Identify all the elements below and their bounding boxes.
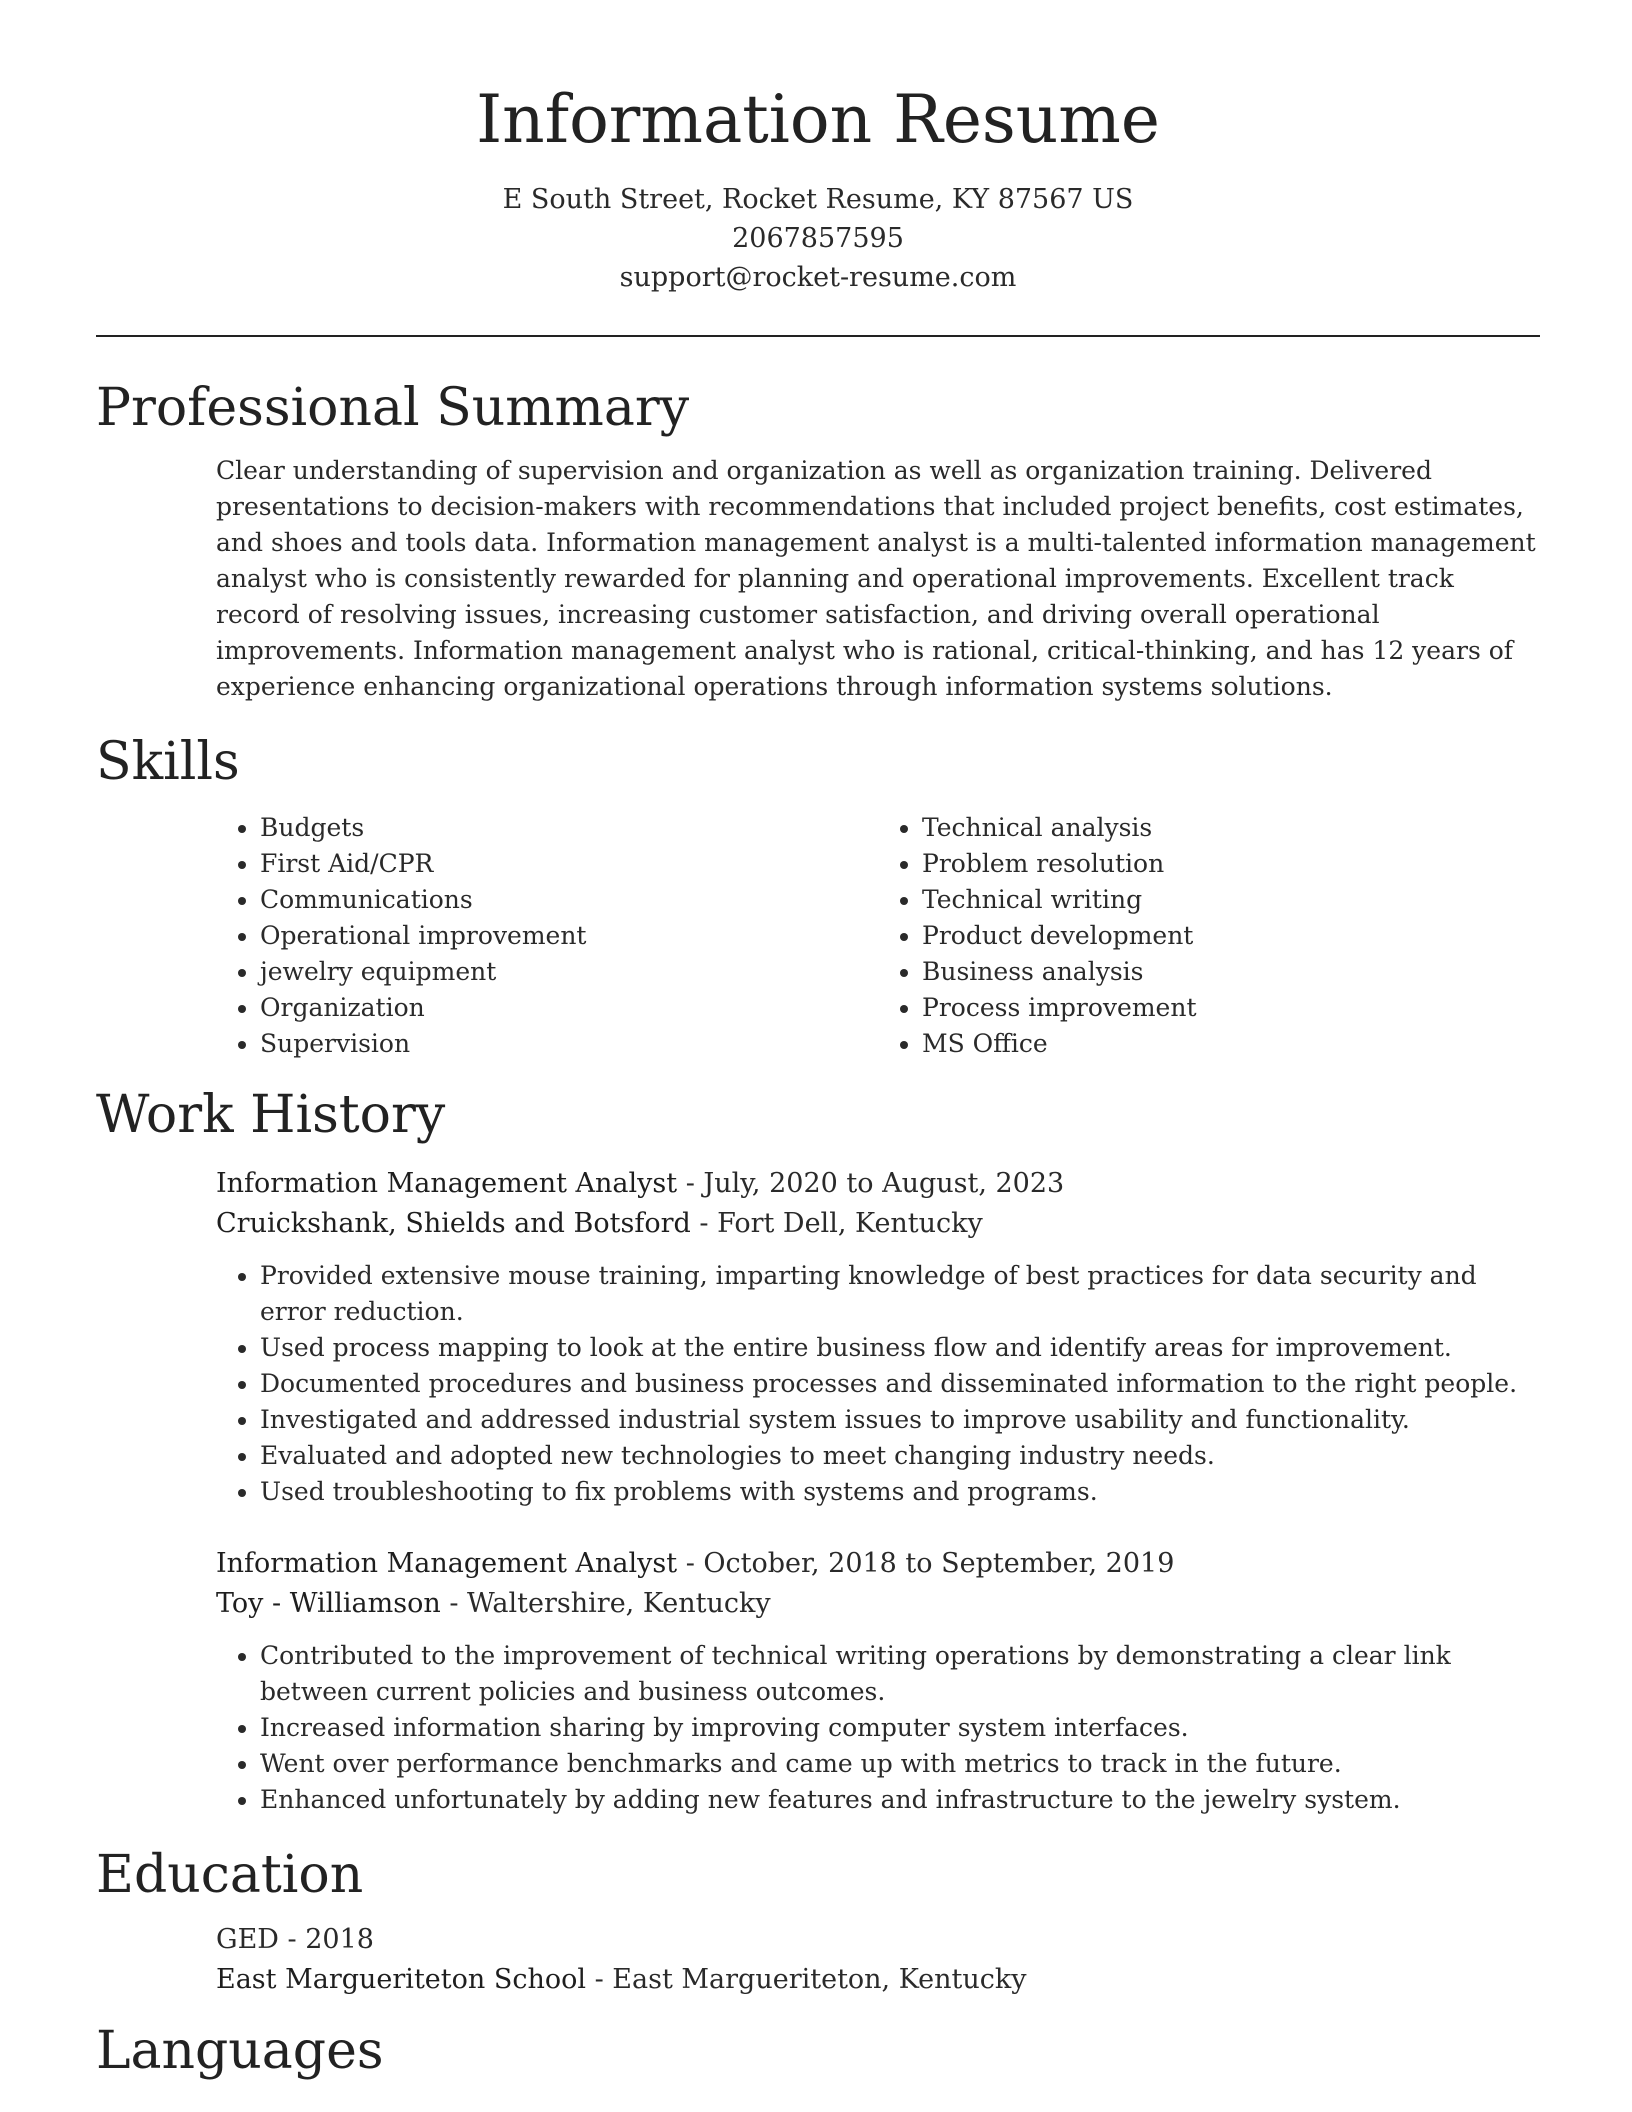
job-bullet: • Provided extensive mouse training, imparting knowledge of best practices for data security and error reduction.: [260, 1258, 1540, 1330]
skill-item: • Product development: [922, 918, 1540, 954]
education-entry: [96, 1920, 1540, 2000]
job-entry: [96, 1164, 1540, 1510]
skills-grid: [216, 810, 1540, 1062]
education-year: 2018: [305, 1924, 374, 1956]
education-section: [96, 1844, 1540, 2000]
separator: -: [278, 1924, 306, 1956]
job-bullet: • Used process mapping to look at the entire business flow and identify areas for improvement.: [260, 1330, 1540, 1366]
skill-item: • Problem resolution: [922, 846, 1540, 882]
section-title-languages: Languages: [96, 2021, 384, 2082]
separator: -: [440, 1588, 468, 1620]
job-entry: [96, 1544, 1540, 1818]
resume-name: Information Resume: [476, 81, 1160, 158]
languages-section: [96, 2020, 1540, 2082]
header-divider: [96, 335, 1540, 337]
job-position: Information Management Analyst: [216, 1168, 678, 1200]
work-history-section: [96, 1084, 1540, 1818]
skills-column-right: [878, 810, 1540, 1062]
skill-item: • Communications: [260, 882, 878, 918]
separator: -: [690, 1208, 718, 1240]
skill-item: • Process improvement: [922, 990, 1540, 1026]
separator: -: [677, 1168, 704, 1200]
resume-page: [96, 0, 1540, 2083]
job-dates: October, 2018 to September, 2019: [703, 1548, 1175, 1580]
skill-item: • jewelry equipment: [260, 954, 878, 990]
contact-email: support@rocket-resume.com: [619, 261, 1017, 293]
skill-item: • Supervision: [260, 1026, 878, 1062]
section-title-education: Education: [96, 1845, 364, 1906]
section-title-work-history: Work History: [96, 1084, 446, 1145]
contact-phone: 2067857595: [732, 222, 904, 254]
professional-summary-section: [96, 377, 1540, 705]
contact-address: E South Street, Rocket Resume, KY 87567 US: [502, 183, 1134, 215]
job-title-line: [216, 1164, 1540, 1204]
job-bullet: • Enhanced unfortunately by adding new features and infrastructure to the jewelry system.: [260, 1782, 1540, 1818]
job-bullet: • Increased information sharing by improving computer system interfaces.: [260, 1710, 1540, 1746]
job-location: Fort Dell, Kentucky: [717, 1208, 983, 1240]
skill-item: • Operational improvement: [260, 918, 878, 954]
education-school: East Margueriteton School: [216, 1964, 586, 1996]
job-dates: July, 2020 to August, 2023: [703, 1168, 1065, 1200]
skill-item: • Technical analysis: [922, 810, 1540, 846]
job-bullets: [216, 1638, 1540, 1818]
job-bullet: • Documented procedures and business processes and disseminated information to the right people.: [260, 1366, 1540, 1402]
job-bullet: • Contributed to the improvement of technical writing operations by demonstrating a clear link between current policies and business outcomes.: [260, 1638, 1540, 1710]
resume-header: [96, 0, 1540, 297]
job-bullet: • Evaluated and adopted new technologies to meet changing industry needs.: [260, 1438, 1540, 1474]
section-title-skills: Skills: [96, 732, 240, 793]
job-position: Information Management Analyst: [216, 1548, 678, 1580]
job-bullet: • Went over performance benchmarks and came up with metrics to track in the future.: [260, 1746, 1540, 1782]
skill-item: • Budgets: [260, 810, 878, 846]
separator: -: [677, 1548, 704, 1580]
skills-section: [96, 731, 1540, 1061]
job-company-line: [216, 1584, 1540, 1624]
job-bullets: [216, 1258, 1540, 1510]
job-location: Waltershire, Kentucky: [467, 1588, 771, 1620]
skill-item: • MS Office: [922, 1026, 1540, 1062]
skill-item: • First Aid/CPR: [260, 846, 878, 882]
education-location: East Margueriteton, Kentucky: [612, 1964, 1027, 1996]
job-company: Toy - Williamson: [216, 1588, 441, 1620]
education-degree: GED: [216, 1924, 279, 1956]
job-company: Cruickshank, Shields and Botsford: [216, 1208, 691, 1240]
contact-info: [96, 180, 1540, 297]
education-school-line: [216, 1960, 1540, 2000]
section-title-summary: Professional Summary: [96, 377, 690, 438]
skill-item: • Organization: [260, 990, 878, 1026]
job-bullet: • Used troubleshooting to fix problems with systems and programs.: [260, 1474, 1540, 1510]
education-degree-line: [216, 1920, 1540, 1960]
skill-item: • Business analysis: [922, 954, 1540, 990]
separator: -: [586, 1964, 613, 1996]
skill-item: • Technical writing: [922, 882, 1540, 918]
summary-text: Clear understanding of supervision and organization as well as organization training. Delivered presentations to decision-makers with recommendations that included project benefits, cost estimates, and shoes and tools data. Information management analyst is a multi-talented information management analyst who is consistently rewarded for planning and operational improvements. Excellent track record of resolving issues, increasing customer satisfaction, and driving overall operational improvements. Information management analyst who is rational, critical-thinking, and has 12 years of experience enhancing organizational operations through information systems solutions.: [216, 456, 1536, 702]
job-title-line: [216, 1544, 1540, 1584]
skills-column-left: [216, 810, 878, 1062]
job-company-line: [216, 1204, 1540, 1244]
job-bullet: • Investigated and addressed industrial system issues to improve usability and functionality.: [260, 1402, 1540, 1438]
